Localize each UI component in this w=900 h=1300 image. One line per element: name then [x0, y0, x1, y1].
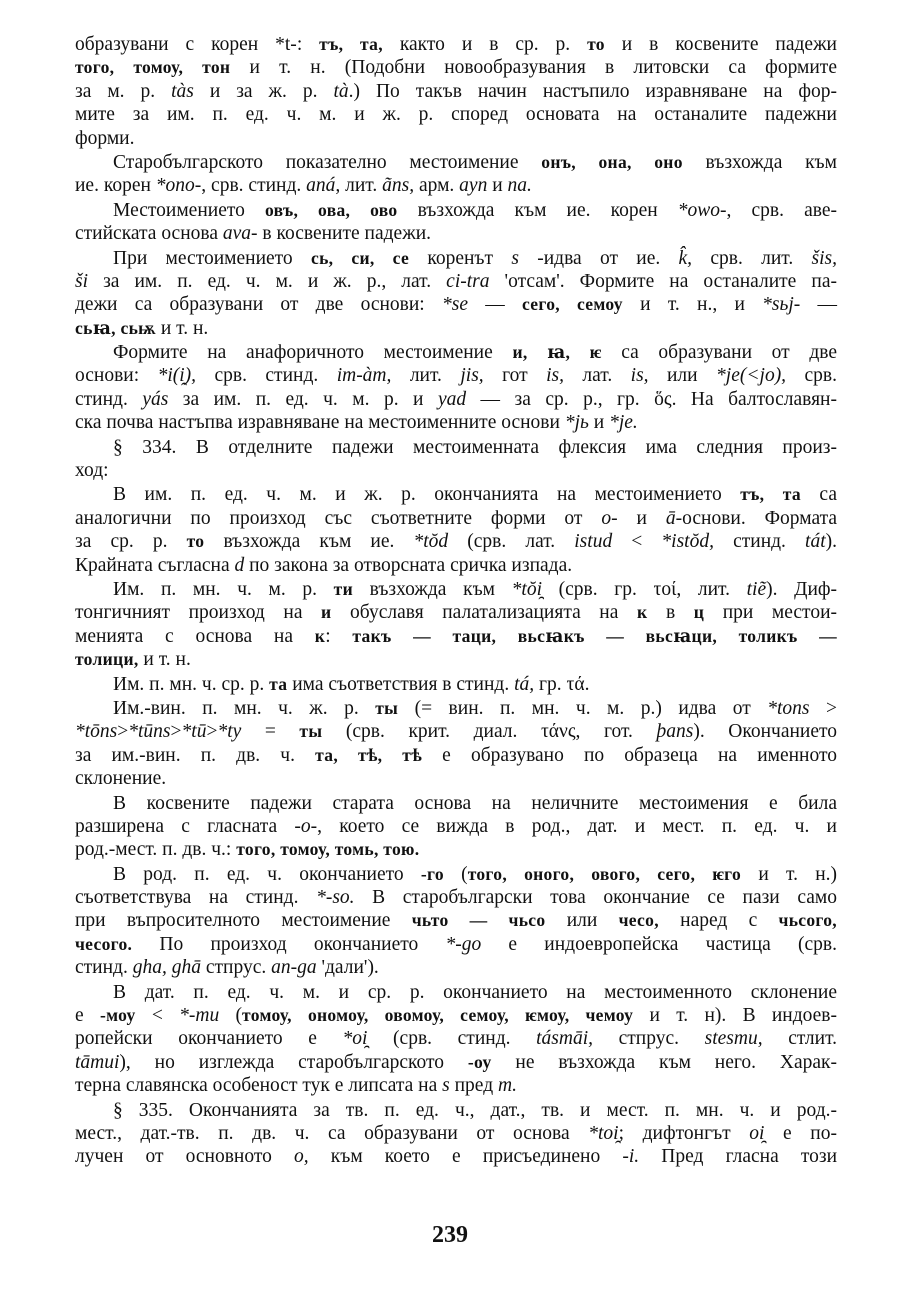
text-run: е индоевропейска частица (срв.	[481, 933, 837, 955]
italic-term: d	[234, 554, 245, 576]
italic-term: *owo-	[677, 199, 727, 221]
text-run: В род. п. ед. ч. окончанието	[113, 863, 421, 885]
text-run: в	[647, 602, 694, 624]
old-bulgarian-form: чесого.	[75, 933, 133, 954]
text-run: терна славянска особеност тук е липсата на	[75, 1075, 443, 1097]
italic-term: gha, ghā	[132, 957, 201, 979]
text-run: възхожда към ие.	[204, 531, 414, 553]
paragraph	[75, 483, 837, 577]
text-run: са	[800, 484, 837, 506]
italic-term: stesmu,	[704, 1028, 763, 1050]
text-line	[75, 1099, 837, 1122]
old-bulgarian-form: сь, си, се	[310, 247, 410, 268]
text-run: аналогични по произход със съответните форми от	[75, 507, 602, 529]
text-run: ). Окончанието	[693, 721, 838, 743]
text-run: има съответствия в стинд.	[287, 673, 515, 695]
text-run: Формите на анафоричното местоимение	[113, 342, 513, 364]
italic-term: yad	[437, 388, 467, 410]
text-line	[75, 270, 837, 293]
text-run: и в косвените падежи	[604, 34, 837, 55]
text-line	[75, 981, 837, 1004]
text-run: (срв. стинд.	[367, 1028, 537, 1050]
text-run: стинд.	[713, 531, 806, 553]
italic-term: *se	[441, 294, 468, 316]
italic-term: o-	[601, 507, 618, 529]
text-line	[75, 1074, 837, 1097]
text-run: ход:	[75, 460, 109, 482]
text-run: Им. п. мн. ч. ср. р.	[113, 673, 270, 695]
text-run: Пред гласна този	[639, 1146, 837, 1168]
text-run: Им. п. мн. ч. м. р.	[113, 578, 334, 600]
text-run: (= вин. п. мн. ч. м. р.) идва от	[398, 697, 768, 719]
italic-term: ava-	[222, 223, 258, 245]
text-run: срв. лит.	[692, 247, 812, 269]
text-run: — за ср. р., гр. ὅς. На балтославян-	[466, 388, 837, 410]
old-bulgarian-form: чьсого,	[778, 910, 837, 931]
italic-term: *oi̯	[342, 1028, 368, 1050]
old-bulgarian-form: -моу	[99, 1005, 136, 1026]
text-run: и т. н.	[155, 317, 209, 339]
paragraph	[75, 341, 837, 435]
text-line	[75, 103, 837, 126]
text-run: -основи. Формата	[675, 507, 838, 529]
text-run: При местоимението	[113, 247, 311, 269]
italic-term: *tŏd	[413, 531, 449, 553]
text-run: и	[617, 507, 666, 529]
italic-term: oi̯	[749, 1122, 765, 1144]
text-line	[75, 554, 837, 577]
text-run: или	[648, 365, 717, 387]
text-run: за им.-вин. п. дв. ч.	[75, 744, 316, 766]
text-run: стлит.	[762, 1028, 837, 1050]
text-line	[75, 33, 837, 56]
italic-term: -i.	[622, 1146, 640, 1168]
old-bulgarian-form: чьто — чьсо	[411, 910, 546, 931]
text-line	[75, 1051, 837, 1074]
text-line	[75, 578, 837, 601]
italic-term: -o-	[294, 815, 318, 837]
text-line	[75, 317, 837, 340]
old-bulgarian-form: такъ — таци, вьсꙗкъ — вьсꙗци, толикъ —	[352, 625, 837, 646]
text-line	[75, 625, 837, 648]
paragraph	[75, 697, 837, 791]
paragraph	[75, 1099, 837, 1169]
text-run: менията с основа на	[75, 625, 315, 647]
text-line	[75, 199, 837, 222]
text-run: възхожда към	[682, 151, 837, 173]
old-bulgarian-form: -го	[420, 863, 444, 884]
text-run: склонение.	[75, 768, 167, 790]
text-run: лучен от основното	[75, 1146, 295, 1168]
text-run: основи:	[75, 365, 158, 387]
text-line	[75, 601, 837, 624]
italic-term: *tūns	[128, 721, 171, 743]
old-bulgarian-form: и	[321, 602, 332, 623]
italic-term: *-so.	[316, 887, 355, 909]
italic-term: an-ga	[271, 957, 317, 979]
text-run: както и в ср. р.	[382, 34, 588, 55]
text-line	[75, 127, 837, 150]
text-run: и	[588, 412, 610, 434]
text-run: <	[135, 1005, 180, 1027]
text-run: и т. н). В индоев-	[633, 1005, 838, 1027]
text-run: (срв. крит. диал. τάνς, гот.	[322, 721, 657, 743]
text-run: за им. п. ед. ч. м. р. и	[168, 388, 438, 410]
italic-term: ā	[665, 507, 676, 529]
text-run: срв. стинд.	[196, 365, 337, 387]
paragraph	[75, 792, 837, 862]
text-run: при въпросителното местоимение	[75, 910, 412, 932]
text-run: гот	[483, 365, 547, 387]
italic-term: þans	[656, 721, 694, 743]
text-run: 'отсам'. Формите на останалите па-	[489, 270, 837, 292]
text-run: е	[75, 1005, 100, 1027]
italic-term: tàs	[171, 80, 194, 102]
old-bulgarian-form: то	[186, 531, 205, 552]
text-run: и	[487, 175, 508, 197]
old-bulgarian-form: того, томоу, томь, тою.	[236, 839, 420, 860]
text-run: стинд.	[75, 388, 143, 410]
text-run: гр. τά.	[534, 673, 590, 695]
text-run: при местои-	[704, 602, 837, 624]
text-line	[75, 815, 837, 838]
text-line	[75, 838, 837, 861]
text-line	[75, 151, 837, 174]
paragraph	[75, 33, 837, 150]
text-run: и за ж. р.	[193, 80, 334, 102]
italic-term: is,	[546, 365, 564, 387]
text-line	[75, 933, 837, 956]
text-line	[75, 956, 837, 979]
text-run: е образувано по образеца на именното	[422, 744, 838, 766]
italic-term: tát	[805, 531, 826, 553]
italic-term: im-àm,	[336, 365, 392, 387]
text-line	[75, 697, 837, 720]
text-run: или	[545, 910, 619, 932]
old-bulgarian-form: онъ, она, оно	[541, 151, 683, 172]
text-line	[75, 909, 837, 932]
text-line	[75, 1027, 837, 1050]
text-run: пред	[449, 1075, 498, 1097]
old-bulgarian-form: та	[269, 673, 288, 694]
text-run: лит.	[340, 175, 383, 197]
italic-term: *tōns	[75, 721, 118, 743]
text-run: ска почва настъпва изравняване на местоименните основи	[75, 412, 565, 434]
italic-term: *jь	[564, 412, 589, 434]
italic-term: tiẽ	[746, 578, 767, 600]
paragraph	[75, 578, 837, 672]
italic-term: tāmui	[75, 1051, 120, 1073]
text-run: В косвените падежи старата основа на неличните местоимения е била	[113, 792, 837, 814]
italic-term: *toi̯	[588, 1122, 619, 1144]
old-bulgarian-form: того, томоу, тон	[75, 57, 231, 78]
text-run: съответствува на стинд.	[75, 887, 317, 909]
paragraph	[75, 247, 837, 341]
italic-term: ci-tra	[446, 270, 490, 292]
text-run: мест., дат.-тв. п. дв. ч. са образувани от основа	[75, 1122, 589, 1144]
text-line	[75, 1004, 837, 1027]
text-run: (	[443, 863, 468, 885]
text-run: разширена с гласната	[75, 815, 295, 837]
italic-term: jis,	[460, 365, 484, 387]
text-line	[75, 530, 837, 553]
text-run: обуславя палатализацията на	[331, 602, 637, 624]
old-bulgarian-form: ты	[299, 721, 323, 742]
text-run: Крайната съгласна	[75, 554, 235, 576]
text-run: В им. п. ед. ч. м. и ж. р. окончанията на местоимението	[113, 484, 741, 506]
paragraph	[75, 436, 837, 483]
old-bulgarian-form: -оу	[467, 1051, 492, 1072]
italic-term: *-mu	[179, 1005, 220, 1027]
italic-term: *sьj-	[762, 294, 801, 316]
italic-term: yás	[142, 388, 169, 410]
italic-term: ãns,	[382, 175, 415, 197]
old-bulgarian-form: чесо,	[618, 910, 659, 931]
old-bulgarian-form: толици,	[75, 649, 139, 670]
old-bulgarian-form: сего, семоу	[522, 294, 623, 315]
text-run: образувани с корен	[75, 34, 276, 55]
paragraph	[75, 199, 837, 246]
text-run: Старобългарското показателно местоимение	[113, 151, 542, 173]
italic-term: *tons	[767, 697, 810, 719]
text-run: са образувани от две	[601, 342, 837, 364]
old-bulgarian-form: ты	[375, 697, 399, 718]
italic-term: *i(i̯),	[157, 365, 197, 387]
text-run: и т. н.)	[741, 863, 838, 885]
italic-term: *tū	[181, 721, 207, 743]
italic-term: s	[442, 1075, 450, 1097]
text-line	[75, 222, 837, 245]
italic-term: k̂,	[678, 247, 693, 269]
text-run: наред с	[658, 910, 779, 932]
text-run: (срв. лат.	[448, 531, 575, 553]
italic-term: tá,	[514, 673, 535, 695]
text-run: >	[170, 721, 182, 743]
old-bulgarian-form: к	[636, 602, 648, 623]
text-run: >	[117, 721, 129, 743]
text-run: ропейски окончанието е	[75, 1028, 343, 1050]
text-run: арм.	[414, 175, 460, 197]
text-run: -идва от ие.	[518, 247, 679, 269]
text-line	[75, 863, 837, 886]
text-run: ). Диф-	[766, 578, 838, 600]
italic-term: *tŏi̯	[511, 578, 542, 600]
text-run: и т. н., и	[622, 294, 763, 316]
text-run: (срв. гр. τοί, лит.	[542, 578, 747, 600]
text-line	[75, 1122, 837, 1145]
text-run: стинд.	[75, 957, 133, 979]
italic-term: *je(<jo),	[716, 365, 787, 387]
text-line	[75, 673, 837, 696]
italic-term: ši	[75, 270, 89, 292]
old-bulgarian-form: ти	[333, 578, 353, 599]
old-bulgarian-form: к	[314, 625, 326, 646]
text-run: възхожда към	[352, 578, 512, 600]
text-line	[75, 886, 837, 909]
text-line	[75, 720, 837, 743]
text-line	[75, 507, 837, 530]
old-bulgarian-form: сьꙗ, сьѭ	[75, 317, 156, 338]
text-line	[75, 483, 837, 506]
text-run: =	[241, 721, 300, 743]
text-line	[75, 744, 837, 767]
text-run: , срв. стинд.	[201, 175, 307, 197]
text-run: (	[219, 1005, 243, 1027]
text-line	[75, 459, 837, 482]
text-line	[75, 648, 837, 671]
text-run: , срв. аве-	[726, 199, 837, 221]
italic-term: šis,	[811, 247, 838, 269]
italic-term: *ty	[217, 721, 242, 743]
paragraph	[75, 673, 837, 696]
text-run: коренът	[409, 247, 512, 269]
page-number: 239	[432, 1222, 468, 1248]
italic-term: *istŏd,	[661, 531, 714, 553]
text-run: ие. корен	[75, 175, 156, 197]
old-bulgarian-form: и, ꙗ, ѥ	[512, 342, 602, 363]
text-run: § 334. В отделните падежи местоименната флексия има следния произ-	[113, 436, 837, 458]
text-run: в косвените падежи.	[257, 223, 431, 245]
text-line	[75, 80, 837, 103]
text-run: тонгичният произход на	[75, 602, 322, 624]
page-body-text	[75, 33, 837, 1170]
text-run: срв.	[786, 365, 837, 387]
text-run: В дат. п. ед. ч. м. и ср. р. окончанието на местоименното склонение	[113, 981, 837, 1003]
text-run: за им. п. ед. ч. м. и ж. р., лат.	[88, 270, 447, 292]
text-run: възхожда към ие. корен	[397, 199, 678, 221]
text-run: ; дифтонгът	[618, 1122, 750, 1144]
italic-term: o,	[294, 1146, 309, 1168]
text-run: *t-	[275, 34, 297, 55]
text-run: Им.-вин. п. мн. ч. ж. р.	[113, 697, 376, 719]
paragraph	[75, 863, 837, 980]
old-bulgarian-form: то	[587, 34, 605, 54]
text-run: В старобългарски това окончание се пази само	[354, 887, 837, 909]
italic-term: *je.	[609, 412, 638, 434]
text-run: § 335. Окончанията за тв. п. ед. ч., дат., тв. и мест. п. мн. ч. и род.-	[113, 1099, 837, 1121]
text-run: мите за им. п. ед. ч. м. и ж. р. според основата на останалите падежни	[75, 104, 837, 126]
text-run: По произход окончанието	[132, 933, 446, 955]
old-bulgarian-form: того, оного, ового, сего, ѥго	[467, 863, 742, 884]
italic-term: *ono-	[155, 175, 202, 197]
text-line	[75, 364, 837, 387]
text-run: <	[612, 531, 662, 553]
italic-term: m.	[498, 1075, 517, 1097]
text-run: и т. н. (Подобни новообразувания в литовски са формите	[230, 57, 837, 79]
text-run: ), но изглежда старобългарското	[119, 1051, 468, 1073]
text-line	[75, 411, 837, 434]
old-bulgarian-form: томоу, ономоу, овомоу, семоу, ѥмоу, чемоу	[242, 1005, 634, 1026]
italic-term: tà	[333, 80, 349, 102]
paragraph	[75, 981, 837, 1098]
text-line	[75, 436, 837, 459]
text-run: стийската основа	[75, 223, 223, 245]
italic-term: na.	[507, 175, 532, 197]
text-run: :	[296, 34, 320, 55]
old-bulgarian-form: тъ, та,	[319, 34, 383, 54]
text-run: ).	[825, 531, 838, 553]
text-run: не възхожда към него. Харак-	[491, 1051, 838, 1073]
text-run: Местоимението	[113, 199, 265, 221]
text-run: лат.	[563, 365, 631, 387]
text-line	[75, 293, 837, 316]
text-run: .) По такъв начин настъпило изравняване на фор-	[348, 80, 837, 102]
old-bulgarian-form: та, тѣ, тѣ	[315, 744, 423, 765]
text-run: лит.	[391, 365, 461, 387]
text-run: —	[800, 294, 838, 316]
text-line	[75, 341, 837, 364]
text-run: :	[325, 625, 353, 647]
text-line	[75, 247, 837, 270]
text-line	[75, 767, 837, 790]
italic-term: ayn	[459, 175, 488, 197]
text-run: по закона за отворсната сричка изпада.	[244, 554, 573, 576]
text-run: —	[467, 294, 522, 316]
text-run: род.-мест. п. дв. ч.:	[75, 839, 237, 861]
text-run: за м. р.	[75, 80, 172, 102]
text-run: за ср. р.	[75, 531, 187, 553]
text-line	[75, 388, 837, 411]
old-bulgarian-form: тъ, та	[740, 484, 801, 505]
text-run: 'дали').	[316, 957, 379, 979]
italic-term: aná,	[306, 175, 341, 197]
text-run: стпрус.	[200, 957, 272, 979]
text-line	[75, 174, 837, 197]
italic-term: *-go	[445, 933, 482, 955]
old-bulgarian-form: ц	[693, 602, 705, 623]
text-line	[75, 792, 837, 815]
text-line	[75, 56, 837, 79]
text-run: към което е присъединено	[308, 1146, 623, 1168]
text-run: форми.	[75, 127, 135, 149]
paragraph	[75, 151, 837, 198]
text-run: и т. н.	[138, 649, 191, 671]
text-run: >	[206, 721, 218, 743]
italic-term: tásmāi,	[536, 1028, 593, 1050]
old-bulgarian-form: овъ, ова, ово	[264, 199, 398, 220]
text-run: е по-	[764, 1122, 837, 1144]
italic-term: istud	[574, 531, 613, 553]
text-run: стпрус.	[593, 1028, 705, 1050]
text-run: дежи са образувани от две основи:	[75, 294, 442, 316]
text-line	[75, 1145, 837, 1168]
text-run: , което се вижда в род., дат. и мест. п. ед. ч. и	[317, 815, 837, 837]
text-run: >	[809, 697, 837, 719]
italic-term: is,	[630, 365, 649, 387]
italic-term: s	[511, 247, 519, 269]
